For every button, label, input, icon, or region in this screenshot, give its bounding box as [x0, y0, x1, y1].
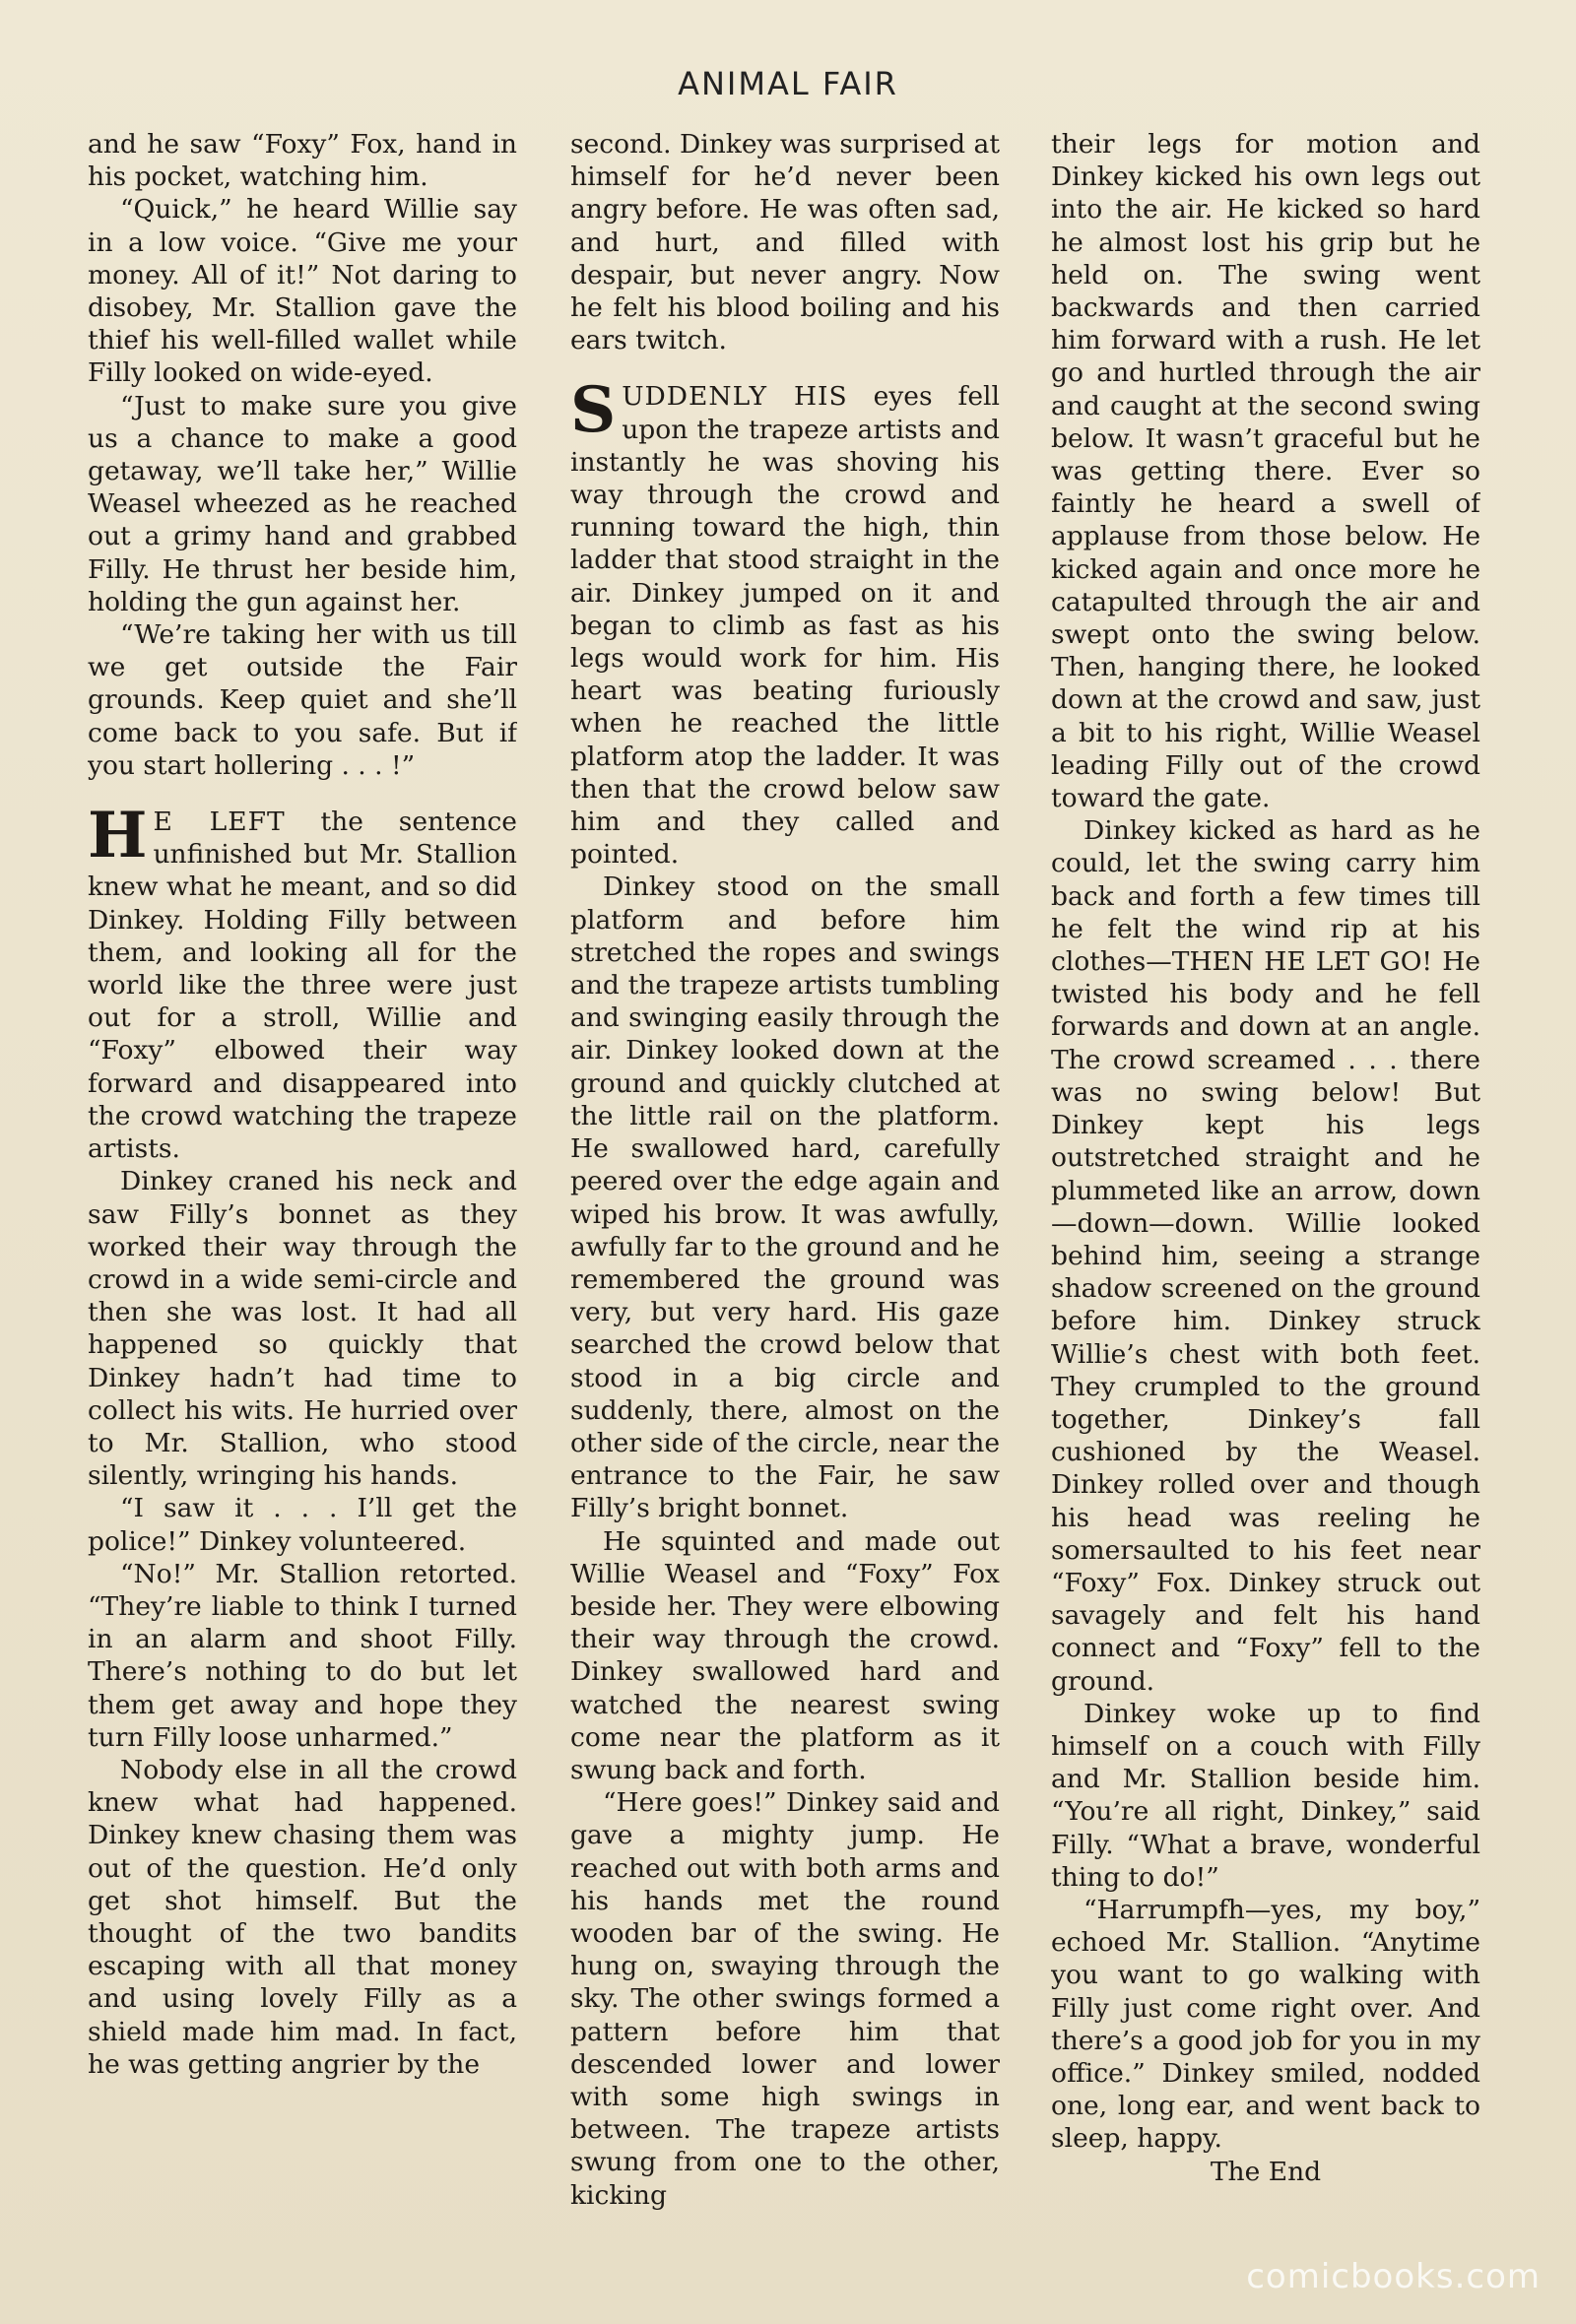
paragraph: and he saw “Foxy” Fox, hand in his pocket, watching him.	[88, 129, 517, 193]
paragraph: “Quick,” he heard Willie say in a low voice. “Give me your money. All of it!” Not daring to disobey, Mr. Stallion gave the thief his well-filled wallet while Filly looked on wide-eyed.	[88, 194, 517, 389]
running-head: ANIMAL FAIR	[678, 65, 898, 102]
text-column-2	[570, 128, 1000, 2216]
paragraph: Dinkey craned his neck and saw Filly’s bonnet as they worked their way through the crowd in a wide semi-circle and then she was lost. It had all happened so quickly that Dinkey hadn’t had time to collect his wits. He hurried over to Mr. Stallion, who stood silently, wringing his hands.	[88, 1166, 517, 1492]
paragraph: Dinkey woke up to find himself on a couch with Filly and Mr. Stallion beside him. “You’re all right, Dinkey,” said Filly. “What a brave, wonderful thing to do!”	[1051, 1698, 1480, 1893]
section-paragraph	[88, 799, 517, 1165]
text-column-3	[1051, 128, 1480, 2216]
section-break	[88, 782, 517, 806]
paragraph: Dinkey kicked as hard as he could, let the swing carry him back and forth a few times till he felt the wind rip at his clothes—THEN HE LET GO! He twisted his body and he fell forwards and down at an angle. The crowd screamed . . . there was no swing below! But Dinkey kept his legs outstretched straight and he plummeted like an arrow, down—down—down. Willie looked behind him, seeing a strange shadow screened on the ground before him. Dinkey struck Willie’s chest with both feet. They crumpled to the ground together, Dinkey’s fall cushioned by the Weasel. Dinkey rolled over and though his head was reeling he somersaulted to his feet near “Foxy” Fox. Dinkey struck out savagely and felt his hand connect and “Foxy” fell to the ground.	[1051, 815, 1480, 1697]
paragraph: “Harrumpfh—yes, my boy,” echoed Mr. Stallion. “Anytime you want to go walking with Filly just come right over. And there’s a good job for you in my office.” Dinkey smiled, nodded one, long ear, and went back to sleep, happy.	[1051, 1894, 1480, 2155]
drop-cap: S	[570, 373, 617, 448]
paragraph-text: the sentence unfinished but Mr. Stallion knew what he meant, and so did Dinkey. Holding Filly between them, and looking all for the world like the three were just out for a stroll, Willie and “Foxy” elbowed their way forward and disappeared into the crowd watching the trapeze artists.	[88, 807, 517, 1165]
lead-in: UDDENLY HIS	[622, 381, 848, 413]
paragraph: Dinkey stood on the small platform and before him stretched the ropes and swings and the trapeze artists tumbling and swinging easily through the air. Dinkey looked down at the ground and quickly clutched at the little rail on the platform. He swallowed hard, carefully peered over the edge again and wiped his brow. It was awfully, awfully far to the ground and he remembered the ground was very, but very hard. His gaze searched the crowd below that stood in a big circle and suddenly, there, almost on the other side of the circle, near the entrance to the Fair, he saw Filly’s bright bonnet.	[570, 872, 1000, 1524]
watermark: comicbooks.com	[1246, 2257, 1541, 2296]
the-end-label: The End	[1210, 2156, 1322, 2187]
paragraph: Nobody else in all the crowd knew what had happened. Dinkey knew chasing them was out of the question. He’d only get shot himself. But the thought of the two bandits escaping with all that money and using lovely Filly as a shield made him mad. In fact, he was getting angrier by the	[88, 1754, 517, 2080]
section-paragraph	[570, 373, 1000, 871]
paragraph: “We’re taking her with us till we get outside the Fair grounds. Keep quiet and she’ll come back to you safe. But if you start hollering . . . !”	[88, 619, 517, 781]
paragraph: “No!” Mr. Stallion retorted. “They’re liable to think I turned in an alarm and shoot Filly. There’s nothing to do but let them get away and hope they turn Filly loose unharmed.”	[88, 1558, 517, 1753]
paragraph: He squinted and made out Willie Weasel and “Foxy” Fox beside her. They were elbowing their way through the crowd. Dinkey swallowed hard and watched the nearest swing come near the platform as it swung back and forth.	[570, 1525, 1000, 1785]
paragraph: their legs for motion and Dinkey kicked his own legs out into the air. He kicked so hard he almost lost his grip but he held on. The swing went backwards and then carried him forward with a rush. He let go and hurtled through the air and caught at the second swing below. It wasn’t graceful but he was getting there. Ever so faintly he heard a swell of applause from those below. He kicked again and once more he catapulted through the air and swept onto the swing below. Then, hanging there, he looked down at the crowd and saw, just a bit to his right, Willie Weasel leading Filly out of the crowd toward the gate.	[1051, 129, 1480, 814]
paragraph: second. Dinkey was surprised at himself for he’d never been angry before. He was often sad, and hurt, and filled with despair, but never angry. Now he felt his blood boiling and his ears twitch.	[570, 129, 1000, 356]
drop-cap: H	[88, 799, 148, 873]
section-break	[570, 356, 1000, 380]
paragraph: “I saw it . . . I’ll get the police!” Dinkey volunteered.	[88, 1493, 517, 1557]
paragraph: “Here goes!” Dinkey said and gave a mighty jump. He reached out with both arms and his hands met the round wooden bar of the swing. He hung on, swaying through the sky. The other swings formed a pattern before him that descended lower and lower with some high swings in between. The trapeze artists swung from one to the other, kicking	[570, 1787, 1000, 2211]
paragraph: “Just to make sure you give us a chance to make a good getaway, we’ll take her,” Willie Weasel wheezed as he reached out a grimy hand and grabbed Filly. He thrust her beside him, holding the gun against her.	[88, 390, 517, 617]
lead-in: E LEFT	[153, 807, 286, 838]
text-column-1	[88, 128, 517, 2216]
paragraph-text: eyes fell upon the trapeze artists and instantly he was shoving his way through the crowd and running toward the high, thin ladder that stood straight in the air. Dinkey jumped on it and began to climb as fast as his legs would work for him. His heart was beating furiously when he reached the little platform atop the ladder. It was then that the crowd below saw him and they called and pointed.	[570, 381, 1000, 871]
